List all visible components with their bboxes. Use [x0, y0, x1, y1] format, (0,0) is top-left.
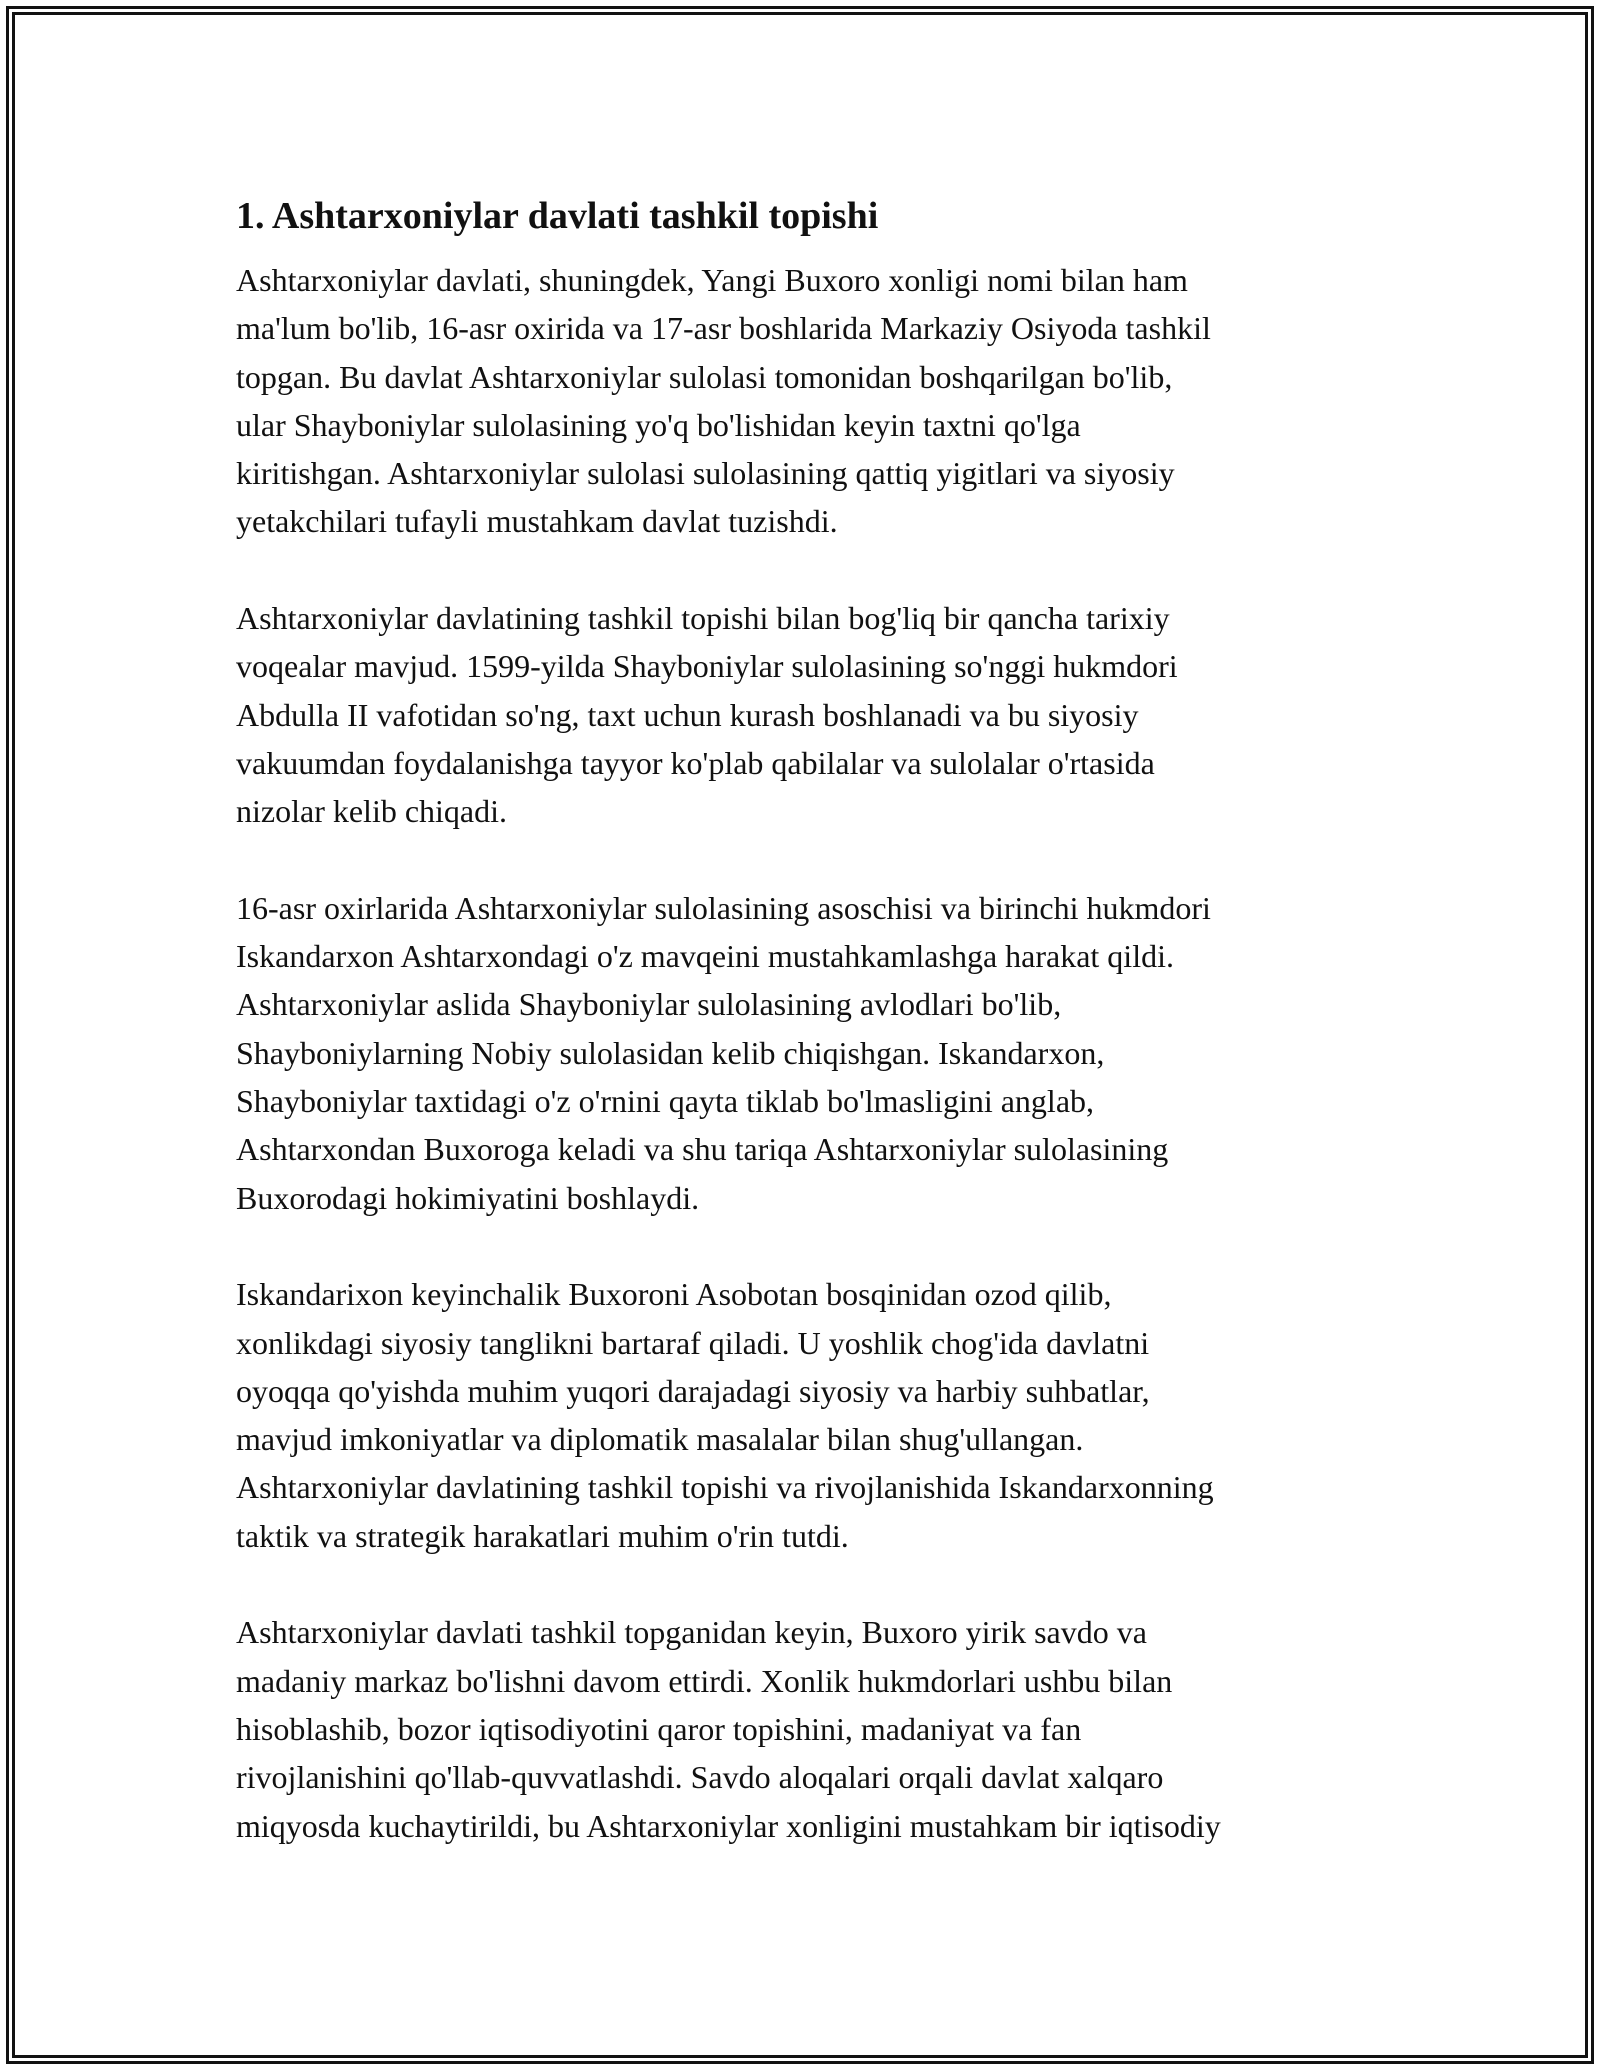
text-line: Iskandarxon Ashtarxondagi o'z mavqeini mustahkamlashga harakat qildi.	[236, 938, 1174, 975]
text-line: ular Shayboniylar sulolasining yo'q bo'lishidan keyin taxtni qo'lga	[236, 406, 1081, 443]
text-line: Shayboniylar taxtidagi o'z o'rnini qayta tiklab bo'lmasligini anglab,	[236, 1083, 1095, 1120]
text-line: mavjud imkoniyatlar va diplomatik masalalar bilan shug'ullangan.	[236, 1421, 1084, 1458]
text-line: nizolar kelib chiqadi.	[236, 793, 508, 830]
text-line: Ashtarxoniylar davlati, shuningdek, Yangi Buxoro xonligi nomi bilan ham	[236, 262, 1188, 298]
text-line: Buxorodagi hokimiyatini boshlaydi.	[236, 1179, 700, 1216]
text-line: topgan. Bu davlat Ashtarxoniylar sulolasi tomonidan boshqarilgan bo'lib,	[236, 358, 1173, 395]
text-line: taktik va strategik harakatlari muhim o'rin tutdi.	[236, 1517, 849, 1554]
text-line: Iskandarixon keyinchalik Buxoroni Asobotan bosqinidan ozod qilib,	[236, 1276, 1112, 1313]
paragraph-4	[236, 1270, 1376, 1560]
text-line: hisoblashib, bozor iqtisodiyotini qaror topishini, madaniyat va fan	[236, 1710, 1082, 1747]
text-line: Ashtarxoniylar aslida Shayboniylar sulolasining avlodlari bo'lib,	[236, 986, 1062, 1023]
section-heading: 1. Ashtarxoniylar davlati tashkil topishi	[236, 195, 879, 237]
text-line: vakuumdan foydalanishga tayyor ko'plab qabilalar va sulolalar o'rtasida	[236, 744, 1155, 781]
text-line: Ashtarxoniylar davlatining tashkil topishi va rivojlanishida Iskandarxonning	[236, 1469, 1214, 1506]
text-line: Ashtarxoniylar davlatining tashkil topishi bilan bog'liq bir qancha tarixiy	[236, 600, 1170, 637]
text-line: Abdulla II vafotidan so'ng, taxt uchun kurash boshlanadi va bu siyosiy	[236, 696, 1139, 733]
text-line: voqealar mavjud. 1599-yilda Shayboniylar sulolasining so'nggi hukmdori	[236, 648, 1178, 685]
paragraph-3	[236, 884, 1376, 1222]
text-line: Ashtarxoniylar davlati tashkil topganidan keyin, Buxoro yirik savdo va	[236, 1614, 1147, 1651]
text-line: miqyosda kuchaytirildi, bu Ashtarxoniylar xonligini mustahkam bir iqtisodiy	[236, 1807, 1221, 1844]
text-line: Ashtarxondan Buxoroga keladi va shu tariqa Ashtarxoniylar sulolasining	[236, 1131, 1169, 1168]
paragraph-2	[236, 594, 1376, 835]
text-line: Shayboniylarning Nobiy sulolasidan kelib chiqishgan. Iskandarxon,	[236, 1034, 1105, 1071]
text-line: xonlikdagi siyosiy tanglikni bartaraf qiladi. U yoshlik chog'ida davlatni	[236, 1324, 1150, 1361]
text-line: madaniy markaz bo'lishni davom ettirdi. Xonlik hukmdorlari ushbu bilan	[236, 1662, 1173, 1699]
text-line: yetakchilari tufayli mustahkam davlat tuzishdi.	[236, 503, 838, 540]
document-body	[236, 186, 1376, 1850]
text-line: rivojlanishini qo'llab-quvvatlashdi. Savdo aloqalari orqali davlat xalqaro	[236, 1759, 1164, 1796]
paragraph-list	[236, 256, 1376, 1850]
text-line: ma'lum bo'lib, 16-asr oxirida va 17-asr boshlarida Markaziy Osiyoda tashkil	[236, 310, 1211, 347]
paragraph-1	[236, 256, 1376, 546]
paragraph-5	[236, 1608, 1376, 1849]
text-line: 16-asr oxirlarida Ashtarxoniylar sulolasining asoschisi va birinchi hukmdori	[236, 889, 1211, 926]
text-line: oyoqqa qo'yishda muhim yuqori darajadagi siyosiy va harbiy suhbatlar,	[236, 1372, 1150, 1409]
text-line: kiritishgan. Ashtarxoniylar sulolasi sulolasining qattiq yigitlari va siyosiy	[236, 455, 1175, 492]
